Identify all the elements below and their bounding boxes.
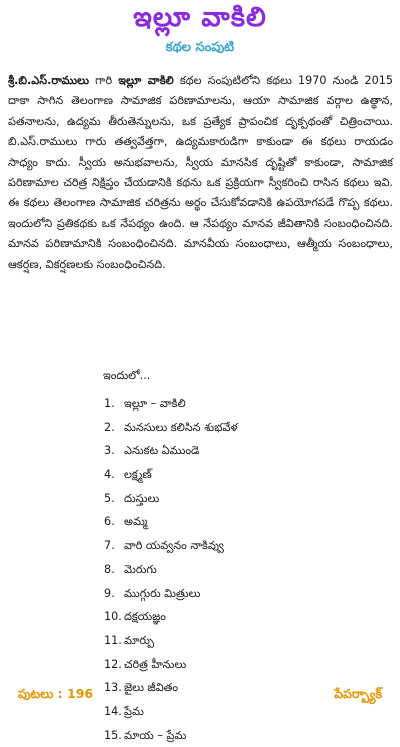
intro-paragraph [8,71,393,275]
item-number: 3. [104,444,115,458]
item-number: 6. [104,515,115,529]
item-title: ముగ్గురు మిత్రులు [124,586,201,600]
item-number: 5. [104,491,115,505]
item-number: 14. [104,704,122,718]
item-title: మెరుగు [124,562,157,576]
page-count: పుటలు : 196 [18,686,94,701]
item-number: 13. [104,681,122,695]
contents-item [104,439,238,463]
item-number: 2. [104,420,115,434]
contents-item [104,605,238,629]
contents-item [104,676,238,700]
book-title: ఇల్లూ వాకిలి [133,2,267,33]
author-name: శ్రీ.బి.ఎస్.రాములు [8,74,89,87]
item-title: వారి యవ్వనం నాకివ్వు [124,539,224,553]
contents-item [104,463,238,487]
item-number: 7. [104,539,115,553]
item-title: మాయ – ప్రేమ [124,728,187,742]
book-name-inline: ఇల్లూ వాకిలి [118,74,174,87]
contents-item [104,510,238,534]
intro-body: కథల సంపుటిలోని కథలు 1970 నుండి 2015 దాకా సాగిన తెలంగాణ సామాజిక పరిణామాలను, ఆయా సామాజిక వర్గాల ఉత్థాన, పతనాలను, ఉద్యమ తీరుతెన్నులను, ఒక ప్రత్యేక ప్రాపంచిక దృక్పథంతో చిత్రించాయి. బి.ఎస్.రాములు గారు తత్వవేత్తగా, ఉద్యమకారుడిగా కాకుండా ఈ కథలు రాయడం సాధ్యం కాదు. స్వీయ అనుభవాలను, స్వీయ మానసిక దృష్టితో కాకుండా, సామాజిక పరిణామాల చరిత్ర నిక్షిప్తం చేయడానికి కథను ఒక ప్రక్రియగా స్వీకరించి రాసిన కథలు ఇవి. ఈ కథలు తెలంగాణ సామాజిక చరిత్రను అర్థం చేసుకోవడానికి ఉపయోగపడే గొప్ప కథలు. ఇందులోని ప్రతికథకు ఒక నేపథ్యం ఉంది. ఆ నేపథ్యం మానవ జీవితానికి సంబంధించినది. మానవ పరిణామానికి సంబంధించినది. మానవీయ సంబంధాలు, ఆత్మీయ సంబంధాలు, ఆకర్షణ, వికర్షణలకు సంబంధించినది. [8,74,393,271]
contents-item [104,534,238,558]
item-title: అమ్మ [124,515,148,529]
book-format: పేపర్బ్యాక్ [334,686,382,701]
contents-heading: ఇందులో... [103,369,151,382]
item-number: 10. [104,610,122,624]
item-title: ఎనుకట ఏముండె [124,444,200,458]
item-title: చరిత్ర హీనులు [124,657,187,671]
item-number: 8. [104,562,115,576]
item-title: దక్షయజ్ఞం [124,610,166,624]
item-title: మార్పు [124,633,154,647]
contents-item [104,653,238,677]
item-title: దుస్తులు [124,491,160,505]
book-subtitle: కథల సంపుటి [165,40,235,55]
contents-item [104,700,238,724]
intro-connector: గారి [88,74,119,87]
item-title: మనసులు కలిసిన శుభవేళ [124,420,238,434]
item-title: ప్రేమ [124,704,144,718]
item-number: 11. [104,633,122,647]
contents-item [104,724,238,747]
item-number: 15. [104,728,122,742]
item-number: 12. [104,657,122,671]
item-title: లక్ష్మణ్ [124,468,152,482]
item-number: 1. [104,397,115,410]
item-number: 9. [104,586,115,600]
contents-item [104,416,238,440]
item-title: జైలు జీవితం [124,681,179,695]
contents-item [104,487,238,511]
item-title: ఇల్లూ – వాకిలి [124,397,186,410]
contents-list [104,392,238,747]
contents-item [104,582,238,606]
contents-item [104,629,238,653]
contents-item [104,558,238,582]
item-number: 4. [104,468,115,482]
contents-item [104,392,238,416]
